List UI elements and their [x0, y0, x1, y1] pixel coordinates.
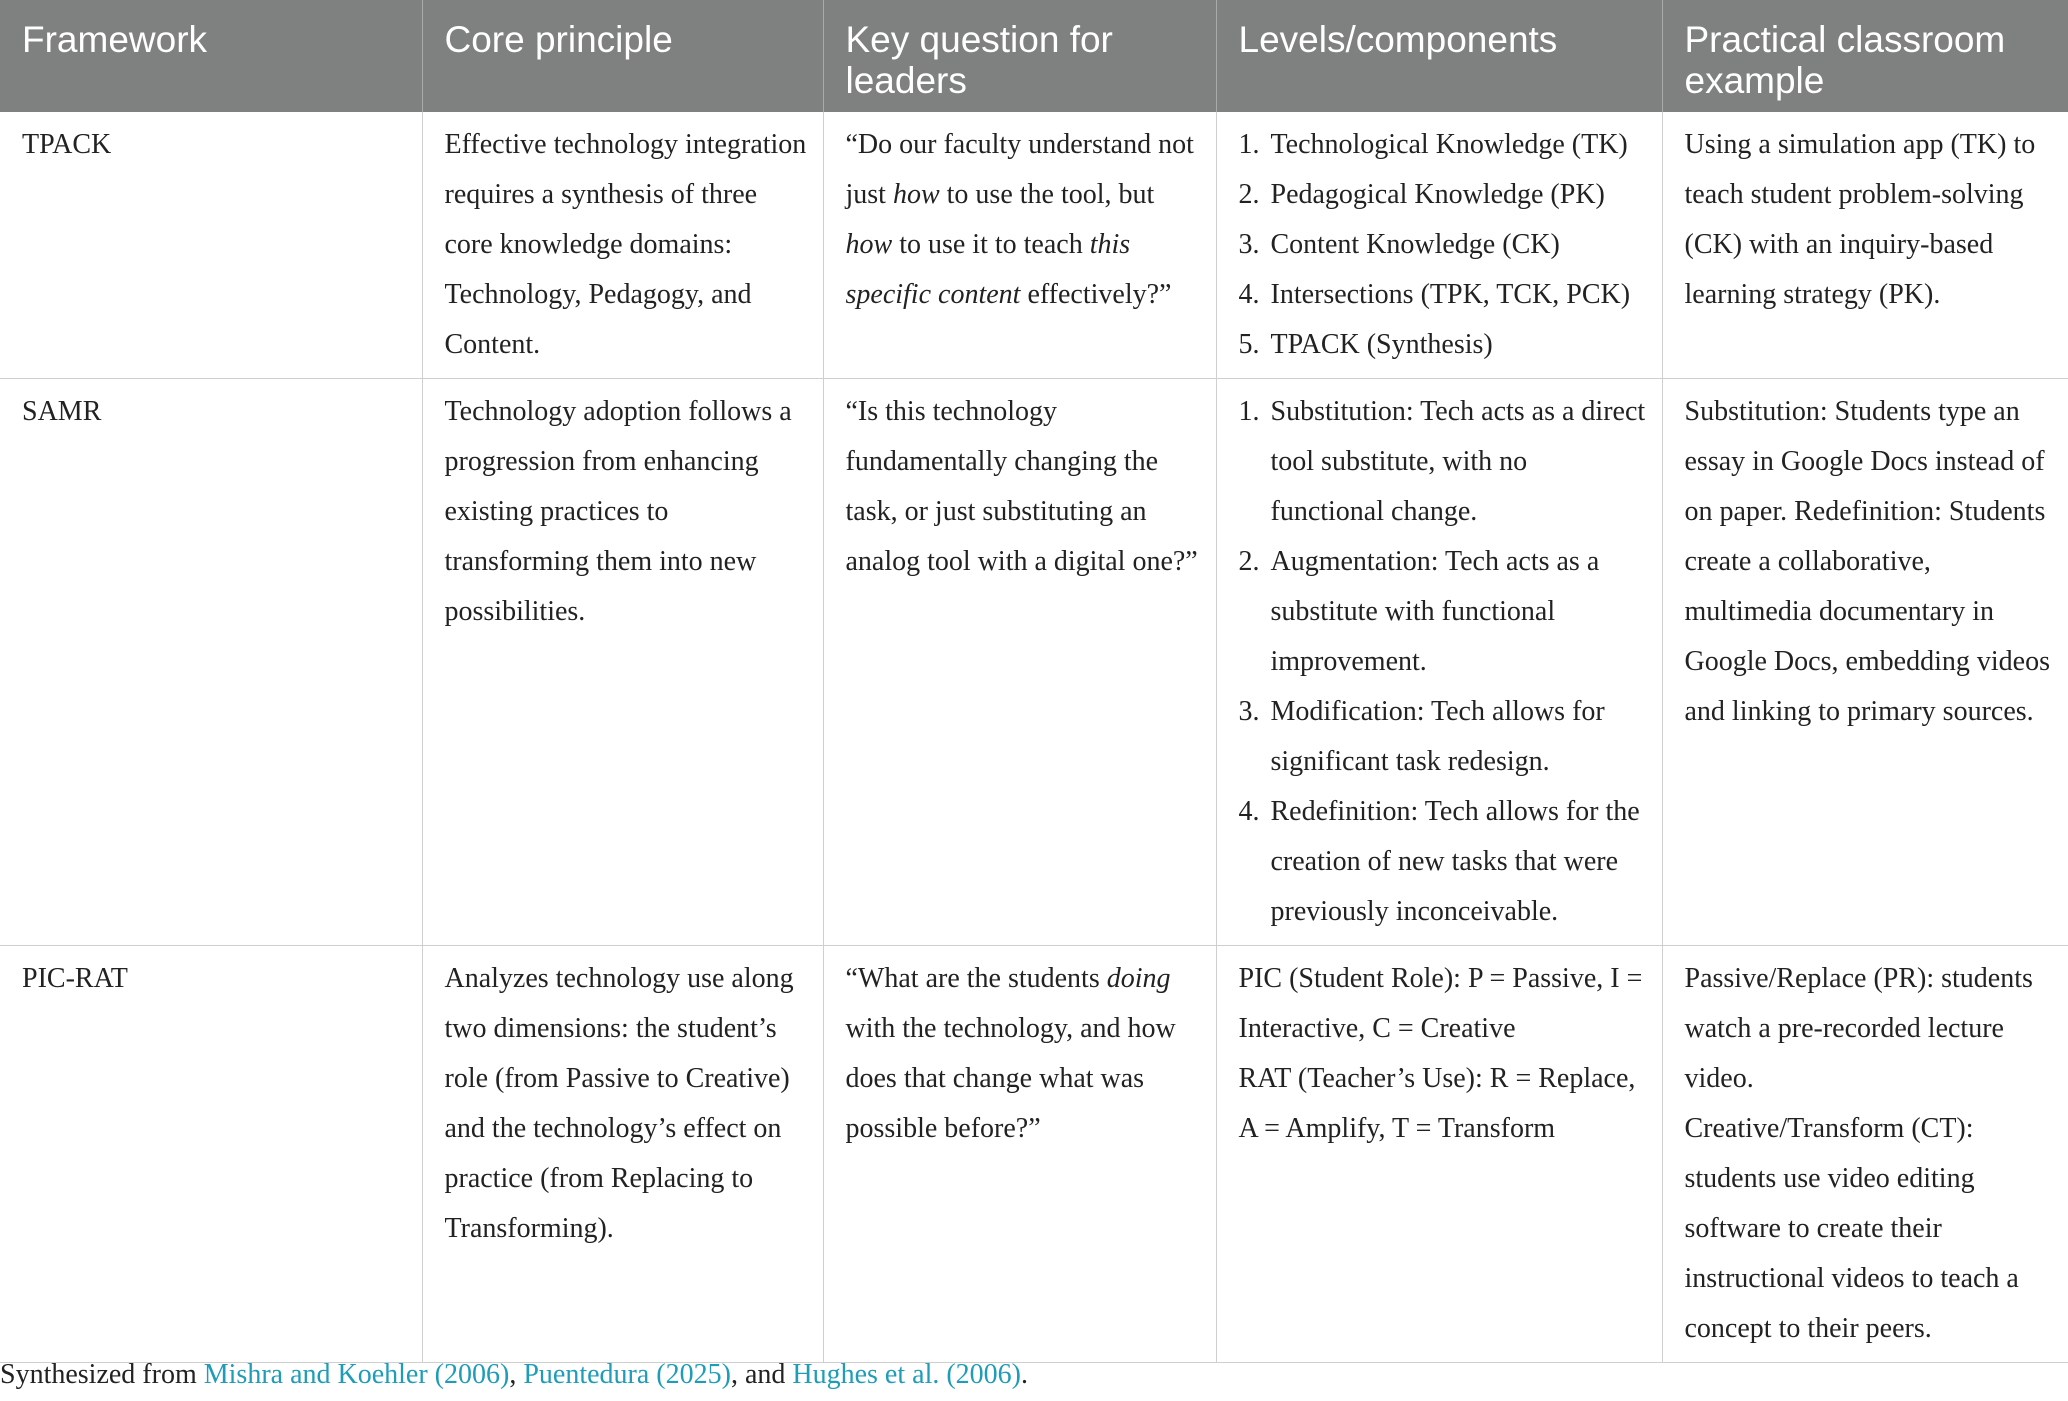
header-row — [0, 0, 2068, 112]
list-item — [1239, 537, 1646, 687]
cell-core-principle: Effective technology integration requires a synthesis of three core knowledge domains: Technology, Pedagogy, and Content. — [422, 112, 823, 379]
levels-list — [1239, 120, 1646, 370]
list-number: 4. — [1238, 796, 1260, 827]
list-item — [1239, 687, 1646, 787]
list-item — [1239, 387, 1646, 537]
question-emphasis: doing — [1106, 963, 1171, 994]
cell-example: Using a simulation app (TK) to teach student problem-solving (CK) with an inquiry-based learning strategy (PK). — [1662, 112, 2068, 379]
question-text: with the technology, and how does that change what was possible before?” — [845, 1013, 1176, 1144]
list-number: 1. — [1238, 396, 1260, 427]
table-row-pic-rat — [0, 946, 2068, 1363]
list-item-text: TPACK (Synthesis) — [1270, 329, 1493, 360]
question-emphasis: how — [892, 179, 940, 210]
caption-separator: , — [509, 1359, 524, 1390]
question-text: “Do our faculty understand not just — [845, 129, 1194, 210]
list-item — [1239, 787, 1646, 937]
list-number: 2. — [1238, 179, 1260, 210]
cell-core-principle: Analyzes technology use along two dimensions: the student’s role (from Passive to Creative) and the technology’s effect on practice (from Replacing to Transforming). — [422, 946, 823, 1363]
question-text: to use the tool, but — [939, 179, 1155, 210]
cell-example: Substitution: Students type an essay in Google Docs instead of on paper. Redefinition: Students create a collaborative, multimedia documentary in Google Docs, embedding videos and linking to primary sources. — [1662, 379, 2068, 946]
list-item-text: Substitution: Tech acts as a direct tool substitute, with no functional change. — [1270, 396, 1646, 527]
list-number: 1. — [1238, 129, 1260, 160]
table-header — [0, 0, 2068, 112]
list-item-text: Content Knowledge (CK) — [1270, 229, 1560, 260]
question-text: to use it to teach — [892, 229, 1090, 260]
cell-levels — [1216, 946, 1662, 1363]
list-number: 3. — [1238, 229, 1260, 260]
question-emphasis: this specific content — [845, 229, 1131, 310]
header-framework: Framework — [0, 0, 422, 112]
list-number: 5. — [1238, 329, 1260, 360]
question-text: “What are the students — [845, 963, 1107, 994]
cell-example — [1662, 946, 2068, 1363]
table-caption — [0, 1355, 1028, 1395]
list-item — [1239, 320, 1646, 370]
list-number: 4. — [1238, 279, 1260, 310]
list-item-text: Augmentation: Tech acts as a substitute with functional improvement. — [1270, 546, 1600, 677]
list-item — [1239, 220, 1646, 270]
question-emphasis: how — [845, 229, 893, 260]
example-line: Creative/Transform (CT): students use video editing software to create their instructional videos to teach a concept to their peers. — [1684, 1113, 2019, 1344]
cell-key-question — [823, 112, 1216, 379]
cell-key-question — [823, 946, 1216, 1363]
list-item-text: Pedagogical Knowledge (PK) — [1270, 179, 1605, 210]
caption-separator: , and — [730, 1359, 793, 1390]
cell-levels — [1216, 112, 1662, 379]
header-core-principle: Core principle — [422, 0, 823, 112]
list-number: 2. — [1238, 546, 1260, 577]
list-item — [1239, 120, 1646, 170]
citation-link-puentedura[interactable]: Puentedura (2025) — [523, 1359, 731, 1390]
question-text: effectively?” — [1020, 279, 1172, 310]
cell-framework: TPACK — [0, 112, 422, 379]
caption-suffix: . — [1021, 1359, 1028, 1390]
header-levels-components: Levels/components — [1216, 0, 1662, 112]
table-row-tpack — [0, 112, 2068, 379]
list-item-text: Modification: Tech allows for significant task redesign. — [1270, 696, 1605, 777]
list-item-text: Redefinition: Tech allows for the creation of new tasks that were previously inconceivable. — [1270, 796, 1640, 927]
levels-line: RAT (Teacher’s Use): R = Replace, A = Amplify, T = Transform — [1238, 1063, 1636, 1144]
levels-list — [1239, 387, 1646, 937]
header-classroom-example: Practical classroom example — [1662, 0, 2068, 112]
list-item-text: Technological Knowledge (TK) — [1270, 129, 1628, 160]
cell-framework: PIC-RAT — [0, 946, 422, 1363]
list-item — [1239, 170, 1646, 220]
caption-prefix: Synthesized from — [0, 1359, 204, 1390]
cell-core-principle: Technology adoption follows a progression from enhancing existing practices to transforming them into new possibilities. — [422, 379, 823, 946]
cell-framework: SAMR — [0, 379, 422, 946]
levels-line: PIC (Student Role): P = Passive, I = Interactive, C = Creative — [1238, 963, 1643, 1044]
header-key-question: Key question for leaders — [823, 0, 1216, 112]
list-item-text: Intersections (TPK, TCK, PCK) — [1270, 279, 1631, 310]
list-item — [1239, 270, 1646, 320]
list-number: 3. — [1238, 696, 1260, 727]
cell-levels — [1216, 379, 1662, 946]
citation-link-hughes[interactable]: Hughes et al. (2006) — [792, 1359, 1021, 1390]
cell-key-question: “Is this technology fundamentally changing the task, or just substituting an analog tool with a digital one?” — [823, 379, 1216, 946]
citation-link-mishra-koehler[interactable]: Mishra and Koehler (2006) — [203, 1359, 510, 1390]
table-row-samr — [0, 379, 2068, 946]
example-line: Passive/Replace (PR): students watch a pre-recorded lecture video. — [1684, 963, 2033, 1094]
table-body — [0, 112, 2068, 1363]
